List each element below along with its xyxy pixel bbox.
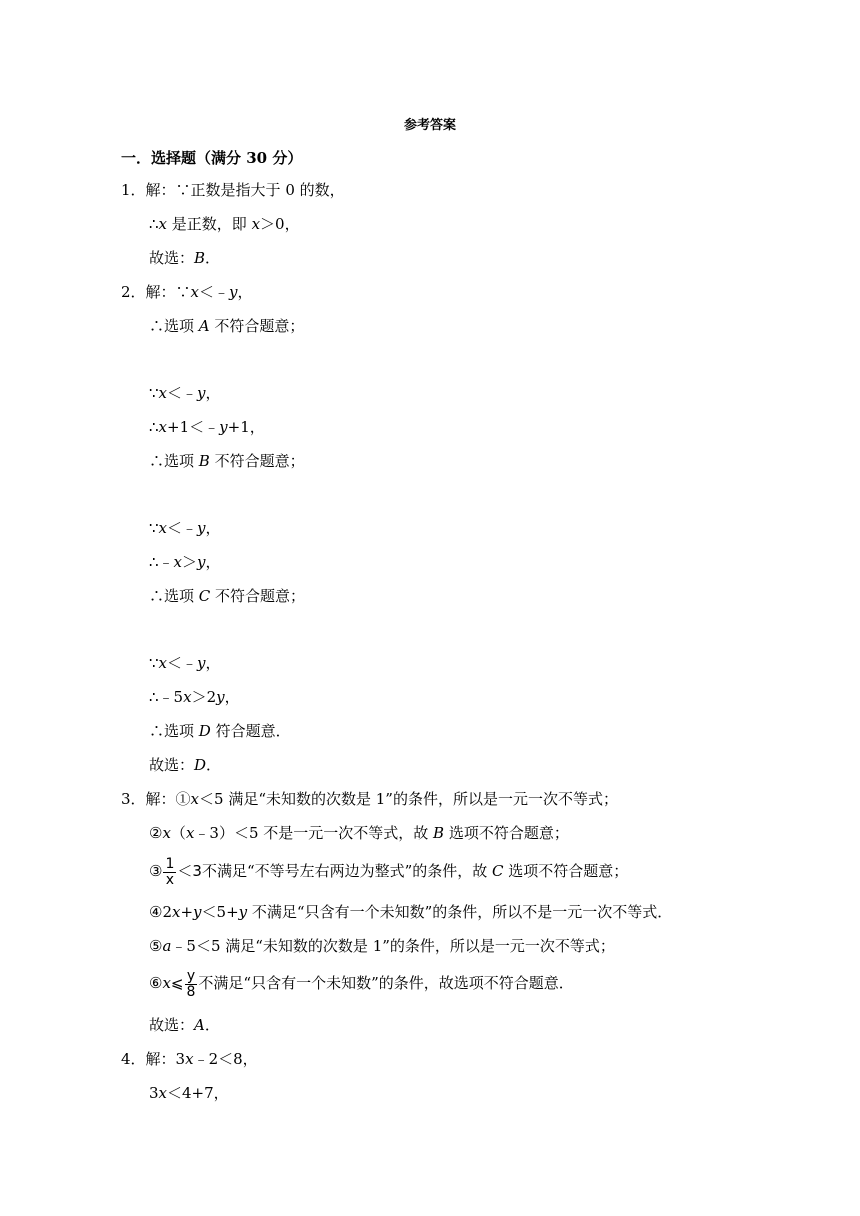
q2-line-d: ∴x+1＜﹣y+1，: [149, 418, 265, 436]
q4-line-2: 3x＜4+7，: [149, 1084, 229, 1102]
q4-line-1: 4．解：3x﹣2＜8，: [121, 1050, 258, 1068]
q1-answer: 故选：B．: [149, 249, 221, 267]
section-heading: 一．选择题（满分 30 分）: [121, 149, 303, 167]
q2-option-c-result: ∴选项 C 不符合题意；: [149, 587, 306, 605]
q2-option-a-result: ∴选项 A 不符合题意；: [149, 317, 305, 335]
q2-line-f: ∵x＜﹣y，: [149, 519, 221, 537]
fraction-y-over-8: $\frac{y}{8}$: [186, 967, 196, 1000]
q3-line-2: ②x（x﹣3）＜5 不是一元一次不等式，故 B 选项不符合题意；: [149, 824, 569, 842]
q2-line-1: 2．解：∵x＜﹣y，: [121, 283, 253, 301]
q2-option-d-result: ∴选项 D 符合题意．: [149, 722, 291, 740]
page-title: 参考答案: [403, 118, 456, 133]
q3-line-5: ⑤a﹣5＜5 满足“未知数的次数是 1”的条件，所以是一元一次不等式；: [149, 937, 615, 955]
q2-line-c: ∵x＜﹣y，: [149, 384, 221, 402]
q3-line-4: ④2x+y＜5+y 不满足“只含有一个未知数”的条件，所以不是一元一次不等式．: [149, 903, 673, 921]
q3-line-3: ③ $\frac{1}{x}$ ＜3不满足“不等号左右两边为整式”的条件，故 C 选项不符合题意；: [149, 855, 629, 888]
q2-line-j: ∴﹣5x＞2y，: [149, 688, 240, 706]
q2-option-b-result: ∴选项 B 不符合题意；: [149, 452, 305, 470]
q2-line-g: ∴﹣x＞y，: [149, 553, 221, 571]
q3-answer: 故选：A．: [149, 1016, 220, 1034]
q2-line-i: ∵x＜﹣y，: [149, 654, 221, 672]
q1-line-2: ∴x 是正数，即 x＞0，: [149, 215, 300, 233]
q1-line-1: 1．解：∵正数是指大于 0 的数，: [121, 181, 345, 199]
q3-line-6: ⑥x⩽ $\frac{y}{8}$ 不满足“只含有一个未知数”的条件，故选项不符合题意．: [149, 967, 574, 1000]
fraction-1-over-x: $\frac{1}{x}$: [165, 855, 175, 888]
q3-line-1: 3．解：①x＜5 满足“未知数的次数是 1”的条件，所以是一元一次不等式；: [121, 790, 618, 808]
q2-answer: 故选：D．: [149, 756, 222, 774]
